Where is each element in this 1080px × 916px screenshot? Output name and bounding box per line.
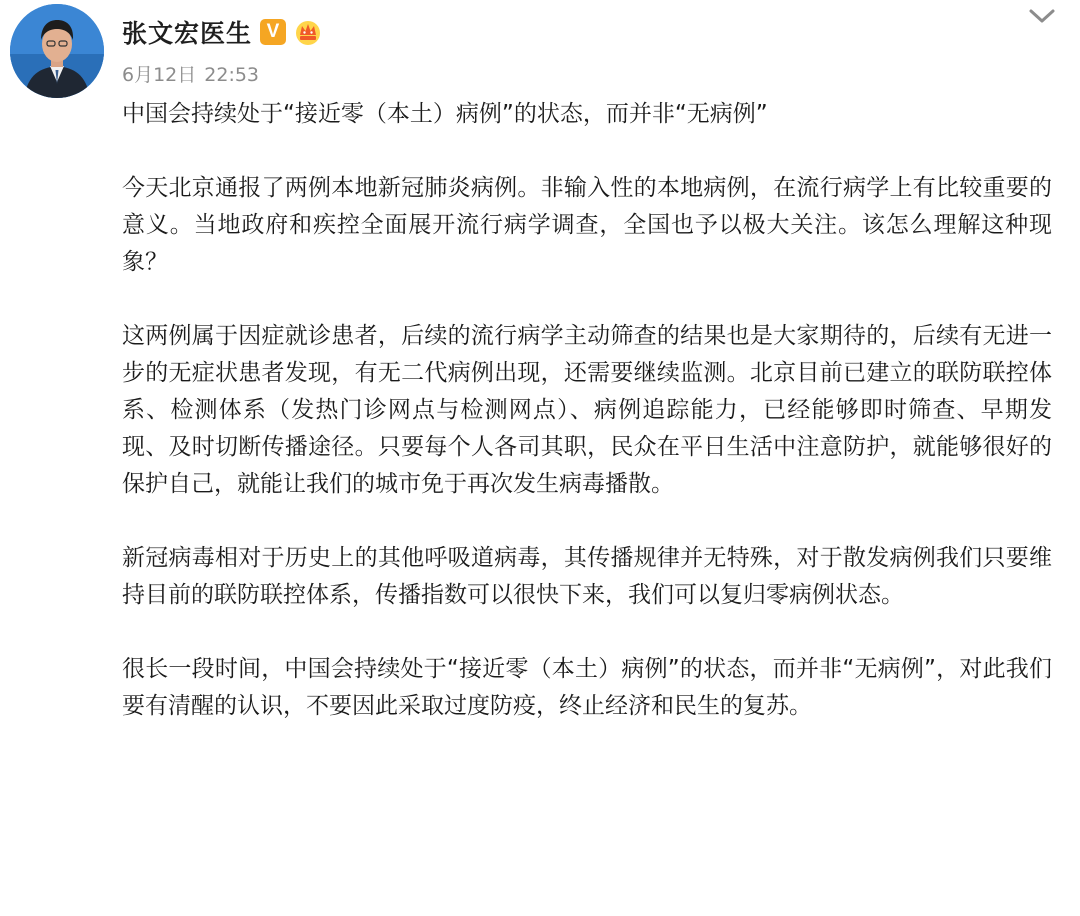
verified-v-icon[interactable]: V — [260, 19, 286, 45]
post-meta — [122, 60, 259, 87]
post-paragraph: 这两例属于因症就诊患者，后续的流行病学主动筛查的结果也是大家期待的，后续有无进一步的无症状患者发现，有无二代病例出现，还需要继续监测。北京目前已建立的联防联控体系、检测体系（发热门诊网点与检测网点）、病例追踪能力，已经能够即时筛查、早期发现、及时切断传播途径。只要每个人各司其职，民众在平日生活中注意防护，就能够很好的保护自己，就能让我们的城市免于再次发生病毒播散。 — [122, 323, 1052, 497]
post-paragraph-title: 中国会持续处于“接近零（本土）病例”的状态，而并非“无病例” — [122, 101, 768, 127]
avatar-image — [10, 4, 104, 98]
member-crown-icon[interactable] — [294, 18, 322, 46]
post-body — [122, 96, 1052, 762]
post-header — [122, 10, 322, 54]
post-paragraph: 新冠病毒相对于历史上的其他呼吸道病毒，其传播规律并无特殊，对于散发病例我们只要维持目前的联防联控体系，传播指数可以很快下来，我们可以复归零病例状态。 — [122, 545, 1052, 608]
post-paragraph: 很长一段时间，中国会持续处于“接近零（本土）病例”的状态，而并非“无病例”，对此我们要有清醒的认识，不要因此采取过度防疫，终止经济和民生的复苏。 — [122, 656, 1052, 719]
post-date: 6月12日 — [122, 64, 197, 86]
post-time: 22:53 — [204, 64, 260, 86]
author-name[interactable]: 张文宏医生 — [122, 19, 253, 48]
chevron-down-icon[interactable] — [1028, 6, 1056, 26]
avatar[interactable] — [10, 4, 104, 98]
post-paragraph: 今天北京通报了两例本地新冠肺炎病例。非输入性的本地病例，在流行病学上有比较重要的意义。当地政府和疾控全面展开流行病学调查，全国也予以极大关注。该怎么理解这种现象？ — [122, 175, 1052, 275]
